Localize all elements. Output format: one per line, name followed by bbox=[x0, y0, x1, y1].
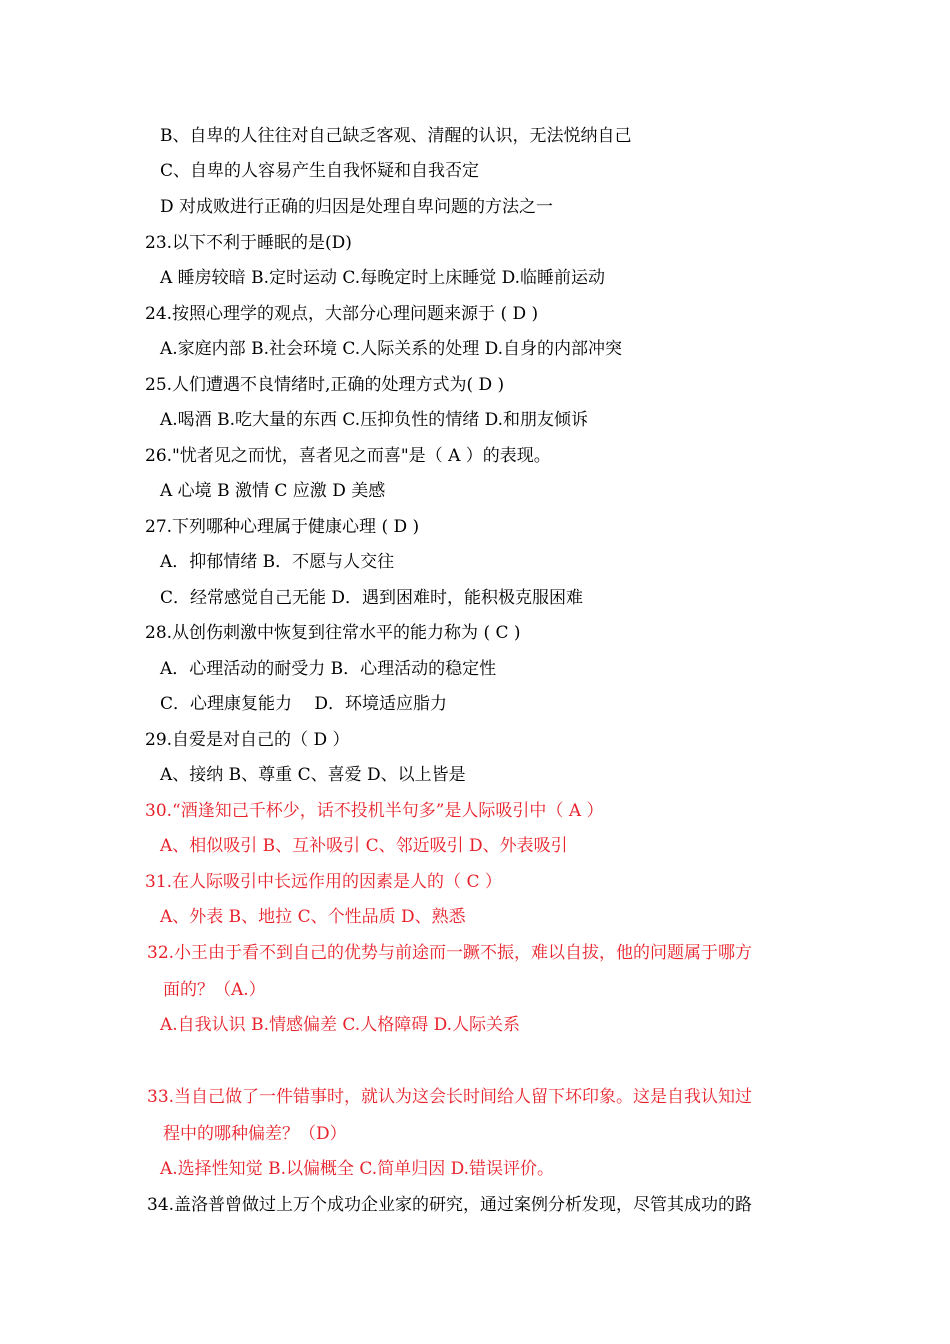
question-32: 32.小王由于看不到自己的优势与前途而一蹶不振，难以自拔，他的问题属于哪方 bbox=[147, 943, 753, 963]
question-29: 29.自爱是对自己的（ D ） bbox=[145, 730, 350, 750]
question-32-options: A.自我认识 B.情感偏差 C.人格障碍 D.人际关系 bbox=[160, 1015, 521, 1035]
question-31: 31.在人际吸引中长远作用的因素是人的（ C ） bbox=[145, 872, 502, 892]
question-28-options-2: C．心理康复能力 D．环境适应脂力 bbox=[160, 694, 448, 714]
question-27-options-2: C．经常感觉自己无能 D．遇到困难时，能积极克服困难 bbox=[160, 588, 584, 608]
question-24: 24.按照心理学的观点，大部分心理问题来源于 ( D ) bbox=[145, 304, 539, 324]
option-line-c: C、自卑的人容易产生自我怀疑和自我否定 bbox=[160, 161, 480, 181]
question-28-options-1: A．心理活动的耐受力 B．心理活动的稳定性 bbox=[160, 659, 497, 679]
question-33-options: A.选择性知觉 B.以偏概全 C.简单归因 D.错误评价。 bbox=[160, 1159, 555, 1179]
question-26: 26."忧者见之而忧，喜者见之而喜"是（ A ）的表现。 bbox=[145, 446, 551, 466]
question-29-options: A、接纳 B、尊重 C、喜爱 D、以上皆是 bbox=[160, 765, 466, 785]
question-34: 34.盖洛普曾做过上万个成功企业家的研究，通过案例分析发现，尽管其成功的路 bbox=[147, 1195, 753, 1215]
question-31-options: A、外表 B、地拉 C、个性品质 D、熟悉 bbox=[160, 907, 466, 927]
question-27: 27.下列哪种心理属于健康心理 ( D ) bbox=[145, 517, 420, 537]
question-23: 23.以下不利于睡眠的是(D) bbox=[145, 233, 352, 253]
question-27-options-1: A．抑郁情绪 B．不愿与人交往 bbox=[160, 552, 395, 572]
question-32-continued: 面的？（A.） bbox=[163, 980, 266, 1000]
question-30: 30.“酒逢知己千杯少，话不投机半句多”是人际吸引中（ A ） bbox=[145, 801, 604, 821]
question-28: 28.从创伤刺激中恢复到往常水平的能力称为 ( C ) bbox=[145, 623, 521, 643]
option-line-d: D 对成败进行正确的归因是处理自卑问题的方法之一 bbox=[160, 197, 554, 217]
question-26-options: A 心境 B 激情 C 应激 D 美感 bbox=[160, 481, 386, 501]
question-25: 25.人们遭遇不良情绪时,正确的处理方式为( D ) bbox=[145, 375, 505, 395]
question-33-continued: 程中的哪种偏差？（D） bbox=[163, 1124, 347, 1144]
question-23-options: A 睡房较暗 B.定时运动 C.每晚定时上床睡觉 D.临睡前运动 bbox=[160, 268, 606, 288]
question-24-options: A.家庭内部 B.社会环境 C.人际关系的处理 D.自身的内部冲突 bbox=[160, 339, 623, 359]
option-line-b: B、自卑的人往往对自己缺乏客观、清醒的认识，无法悦纳自己 bbox=[160, 126, 632, 146]
question-33: 33.当自己做了一件错事时，就认为这会长时间给人留下坏印象。这是自我认知过 bbox=[147, 1087, 753, 1107]
question-25-options: A.喝酒 B.吃大量的东西 C.压抑负性的情绪 D.和朋友倾诉 bbox=[160, 410, 589, 430]
question-30-options: A、相似吸引 B、互补吸引 C、邻近吸引 D、外表吸引 bbox=[160, 836, 568, 856]
